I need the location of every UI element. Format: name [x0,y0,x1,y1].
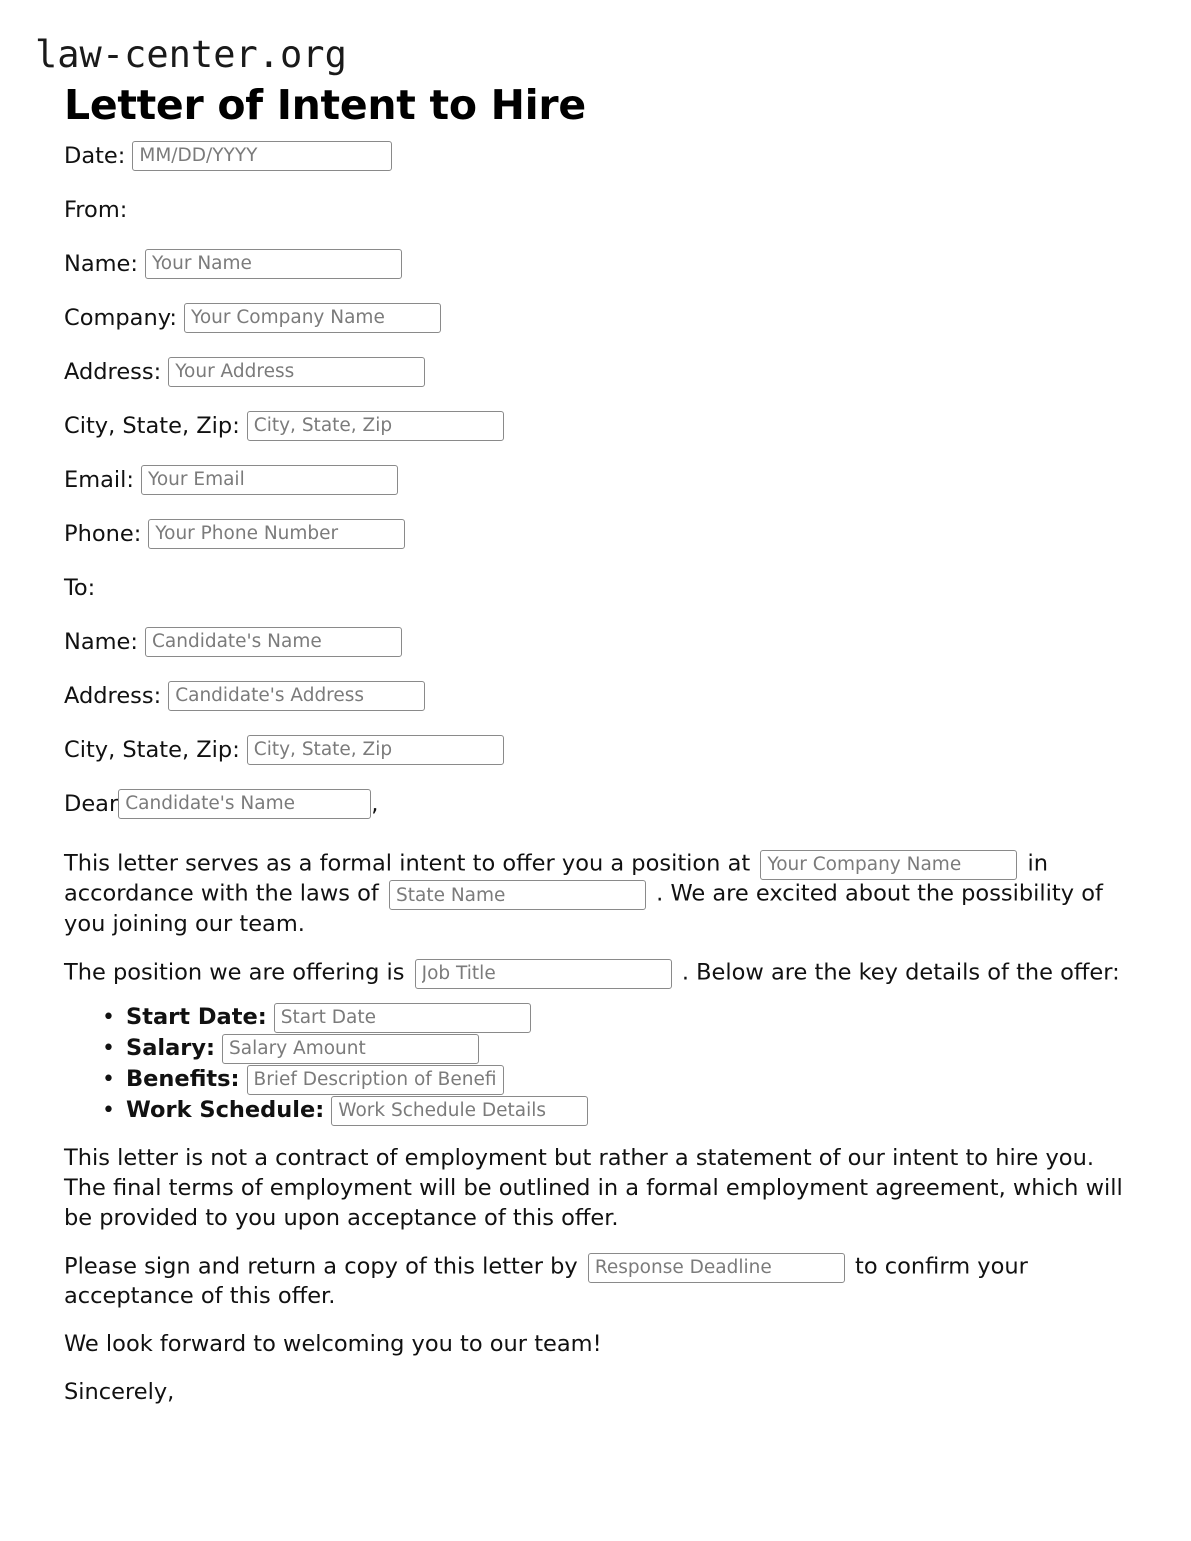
label-to-name: Name: [64,628,138,655]
paragraph-welcome: We look forward to welcoming you to our team! [64,1331,602,1358]
from-name-input[interactable] [145,249,402,279]
label-from-city: City, State, Zip: [64,412,240,439]
from-section-label: From: [64,196,128,223]
list-item [126,1095,1127,1126]
label-to-address: Address: [64,682,162,709]
closing-text: Sincerely, [64,1379,175,1406]
work-schedule-input[interactable] [331,1096,588,1126]
site-logo: law-center.org [35,33,347,76]
field-row-to-city [64,723,1127,777]
field-row-from-city [64,399,1127,453]
paragraph-signature-part1: Please sign and return a copy of this letter by [64,1253,578,1280]
salutation-suffix: , [371,790,379,817]
paragraph-position-part1: The position we are offering is [64,959,405,986]
from-address-input[interactable] [168,357,425,387]
label-from-name: Name: [64,250,138,277]
paragraph-position-part2: . Below are the key details of the offer: [681,959,1120,986]
paragraph-intent-part2: in accordance with the laws of [64,850,1049,907]
to-name-input[interactable] [145,627,402,657]
to-address-input[interactable] [168,681,425,711]
detail-label-start-date: • Start Date: [126,1004,267,1031]
date-input[interactable] [132,141,392,171]
salutation-row [64,777,1127,831]
page-title: Letter of Intent to Hire [64,80,586,129]
list-item [126,1033,1127,1064]
label-date: Date: [64,142,126,169]
paragraph-signature-request [64,1234,1127,1312]
to-city-state-zip-input[interactable] [247,735,504,765]
label-from-phone: Phone: [64,520,142,547]
paragraph-disclaimer: This letter is not a contract of employment but rather a statement of our intent to hire you. The final terms of employment will be outlined in a formal employment agreement, which will be provided to you upon acceptance of this offer. [64,1145,1123,1231]
salutation-prefix: Dear [64,790,119,817]
field-row-to-address [64,669,1127,723]
from-company-input[interactable] [184,303,441,333]
inline-company-input[interactable] [760,850,1017,880]
detail-label-salary: • Salary: [126,1035,216,1062]
detail-label-work-schedule: • Work Schedule: [126,1097,325,1124]
field-row-from-phone [64,507,1127,561]
to-section-label: To: [64,574,96,601]
field-row-from-address [64,345,1127,399]
offer-details-list [64,1002,1127,1126]
inline-state-input[interactable] [389,880,646,910]
paragraph-intent-part1: This letter serves as a formal intent to offer you a position at [64,850,751,877]
paragraph-position [64,940,1127,988]
paragraph-intent-part3: . We are excited about the possibility of you joining our team. [64,880,1103,937]
list-item [126,1002,1127,1033]
from-phone-input[interactable] [148,519,405,549]
detail-label-benefits: • Benefits: [126,1066,240,1093]
from-city-state-zip-input[interactable] [247,411,504,441]
field-row-date [64,129,1127,183]
response-deadline-input[interactable] [588,1253,845,1283]
list-item [126,1064,1127,1095]
label-to-city: City, State, Zip: [64,736,240,763]
field-row-from-name [64,237,1127,291]
paragraph-intent [64,831,1127,940]
inline-job-title-input[interactable] [415,959,672,989]
field-row-from-email [64,453,1127,507]
letter-content [0,129,1191,1408]
benefits-input[interactable] [247,1065,504,1095]
field-row-to-name [64,615,1127,669]
label-from-email: Email: [64,466,135,493]
salary-input[interactable] [222,1034,479,1064]
salutation-name-input[interactable] [118,789,371,819]
start-date-input[interactable] [274,1003,531,1033]
label-from-address: Address: [64,358,162,385]
label-from-company: Company: [64,304,177,331]
paragraph-signature-part2: to confirm your acceptance of this offer. [64,1253,1028,1310]
field-row-from-company [64,291,1127,345]
from-email-input[interactable] [141,465,398,495]
